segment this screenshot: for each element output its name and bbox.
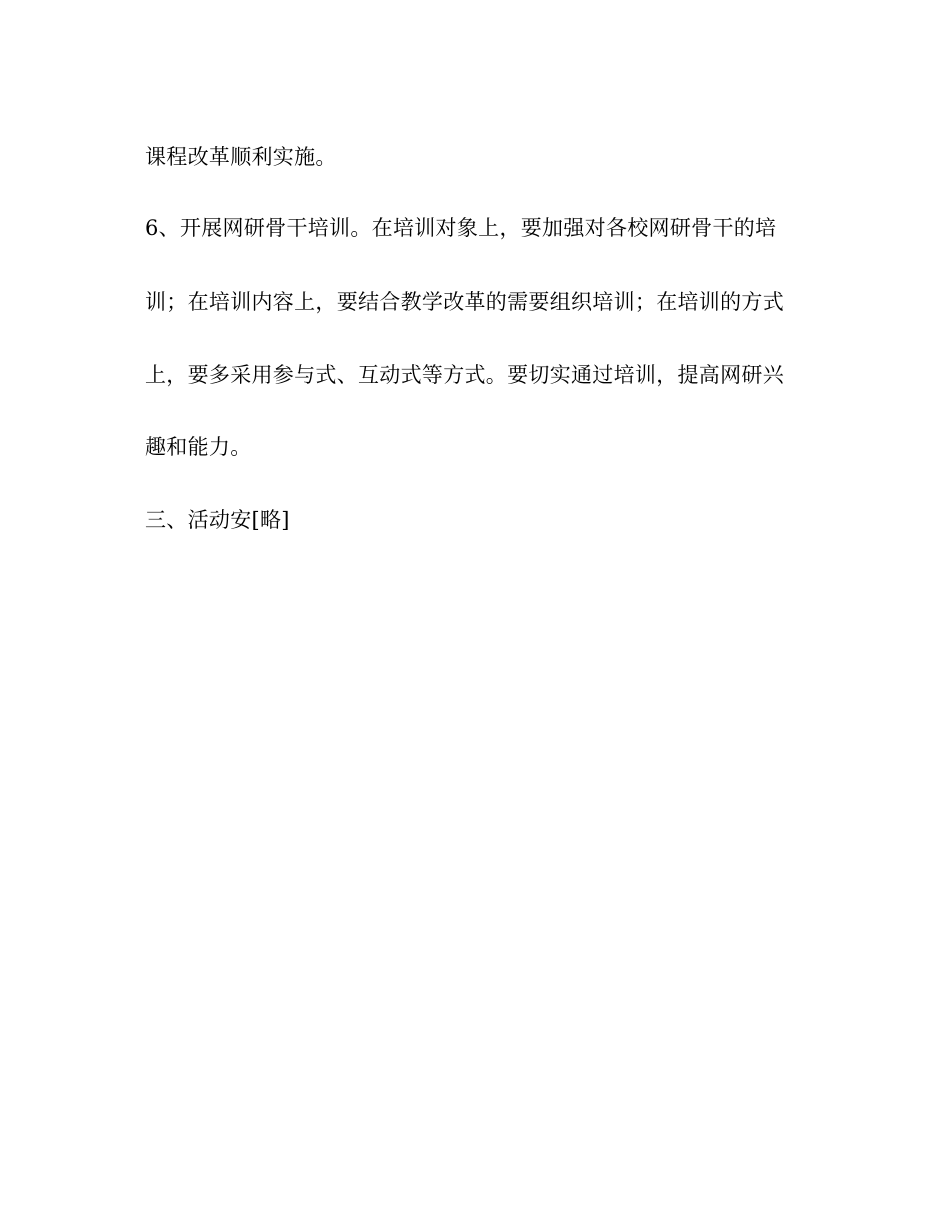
paragraph-line-1: 课程改革顺利实施。: [145, 145, 337, 169]
paragraph-line-5: 趣和能力。: [145, 435, 252, 459]
paragraph-line-3: 训；在培训内容上，要结合教学改革的需要组织培训；在培训的方式: [145, 290, 784, 314]
paragraph-line-4: 上，要多采用参与式、互动式等方式。要切实通过培训，提高网研兴: [145, 363, 784, 387]
paragraph-line-2: 6、开展网研骨干培训。在培训对象上，要加强对各校网研骨干的培: [145, 216, 777, 240]
section-heading: 三、活动安[略]: [145, 508, 290, 532]
